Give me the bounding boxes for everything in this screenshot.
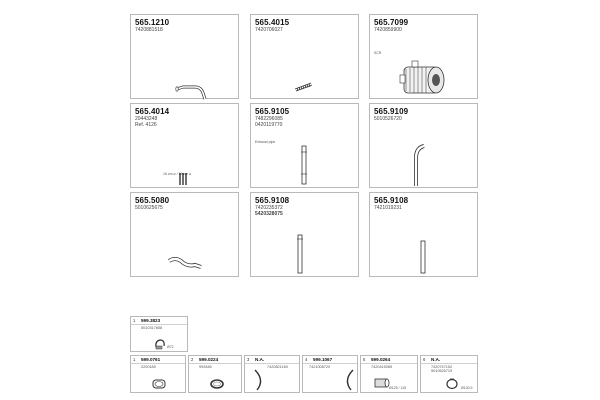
part-card-9[interactable]: [369, 192, 478, 277]
accessory-card-2[interactable]: [188, 355, 242, 393]
accessory-header: [361, 356, 417, 364]
bracket-strap-icon: [337, 368, 357, 392]
part-code: 565.4015: [255, 18, 290, 27]
accessory-reference: 992845: [199, 365, 212, 369]
straight-pipe-illustration: [418, 239, 428, 275]
accessory-card-5[interactable]: [360, 355, 418, 393]
part-reference: 7420706027: [255, 27, 283, 33]
accessory-number: 5: [363, 357, 366, 362]
part-code: 565.7099: [374, 18, 409, 27]
accessory-number: 1: [133, 318, 136, 323]
part-code: 565.9105: [255, 107, 290, 116]
part-reference-2: Ref. 4126: [135, 122, 157, 128]
accessory-code: 599.3823: [141, 317, 161, 323]
part-note: SCR: [374, 51, 382, 55]
accessory-reference: 5010317858: [141, 326, 163, 330]
clamp-spring-illustration: [177, 172, 189, 186]
accessory-reference: 7420747152 5010626719: [431, 365, 453, 374]
part-code: 565.9108: [255, 196, 290, 205]
accessory-number: 1: [133, 357, 136, 362]
accessory-header: [131, 317, 187, 325]
accessory-card-3[interactable]: [244, 355, 300, 393]
flex-hose-illustration: [293, 79, 315, 93]
accessory-header: [189, 356, 241, 364]
part-code: 565.9109: [374, 107, 409, 116]
part-reference-2: 0420119770: [255, 122, 283, 128]
part-reference: 7420859900: [374, 27, 402, 33]
part-reference: 7420881518: [135, 27, 163, 33]
part-code: 565.4014: [135, 107, 170, 116]
part-note: Exhaust pipe: [255, 140, 276, 144]
accessory-reference: 7421008720: [309, 365, 331, 369]
accessory-code: N.A.: [431, 356, 441, 362]
part-reference: 7420235372: [255, 205, 283, 211]
straight-pipe-illustration: [295, 233, 305, 275]
sleeve-icon: [373, 376, 389, 390]
part-reference: 7482296085: [255, 116, 283, 122]
part-card-5[interactable]: [250, 103, 359, 188]
sleeve-clamp-icon: [151, 378, 167, 390]
accessory-card-4[interactable]: [302, 355, 358, 393]
part-reference: 7421019231: [374, 205, 402, 211]
accessory-number: 4: [305, 357, 308, 362]
accessory-note: Ø130.9: [461, 386, 473, 390]
scr-muffler-illustration: [398, 57, 448, 99]
accessory-header: [303, 356, 357, 364]
accessory-code: N.A.: [255, 356, 265, 362]
ring-clamp-icon: [209, 378, 225, 390]
part-code: 565.9108: [374, 196, 409, 205]
accessory-number: 2: [191, 357, 194, 362]
part-note: 16 cm ⌀ / 16 cm ⌀: [163, 172, 192, 176]
accessory-reference: 2200185: [141, 365, 156, 369]
part-card-6[interactable]: [369, 103, 478, 188]
accessory-header: [421, 356, 477, 364]
part-card-1[interactable]: [130, 14, 239, 99]
part-card-7[interactable]: [130, 192, 239, 277]
part-code: 565.5080: [135, 196, 170, 205]
accessory-code: 599.0264: [371, 356, 391, 362]
bracket-strap-icon: [251, 368, 271, 392]
hose-clamp-icon: [153, 337, 167, 351]
straight-pipe-illustration: [299, 144, 309, 186]
accessory-reference: 7420821160: [267, 365, 288, 369]
bent-tailpipe-illustration: [410, 142, 430, 188]
part-reference-2: 5420328075: [255, 211, 283, 217]
part-code: 565.1210: [135, 18, 170, 27]
accessory-code: 599.0761: [141, 356, 161, 362]
part-card-4[interactable]: [130, 103, 239, 188]
part-reference: 5010625675: [135, 205, 163, 211]
part-reference: 5010526720: [374, 116, 402, 122]
accessory-header: [131, 356, 185, 364]
accessory-note: Ø125 / 115: [389, 386, 407, 390]
curved-pipe-illustration: [165, 251, 205, 275]
ring-clamp-icon: [445, 378, 459, 390]
accessory-reference: 7420415085: [371, 365, 393, 369]
accessory-header: [245, 356, 299, 364]
accessory-note: Ø72: [167, 345, 174, 349]
part-card-3[interactable]: [369, 14, 478, 99]
accessory-code: 599.1067: [313, 356, 333, 362]
accessory-code: 599.0224: [199, 356, 219, 362]
accessory-number: 3: [247, 357, 250, 362]
accessory-card-6[interactable]: [420, 355, 478, 393]
accessory-card-top[interactable]: [130, 316, 188, 352]
pipe-elbow-illustration: [173, 75, 213, 105]
accessory-number: 6: [423, 357, 426, 362]
accessory-card-1[interactable]: [130, 355, 186, 393]
part-reference: 20443248: [135, 116, 158, 122]
part-card-8[interactable]: [250, 192, 359, 277]
part-card-2[interactable]: [250, 14, 359, 99]
